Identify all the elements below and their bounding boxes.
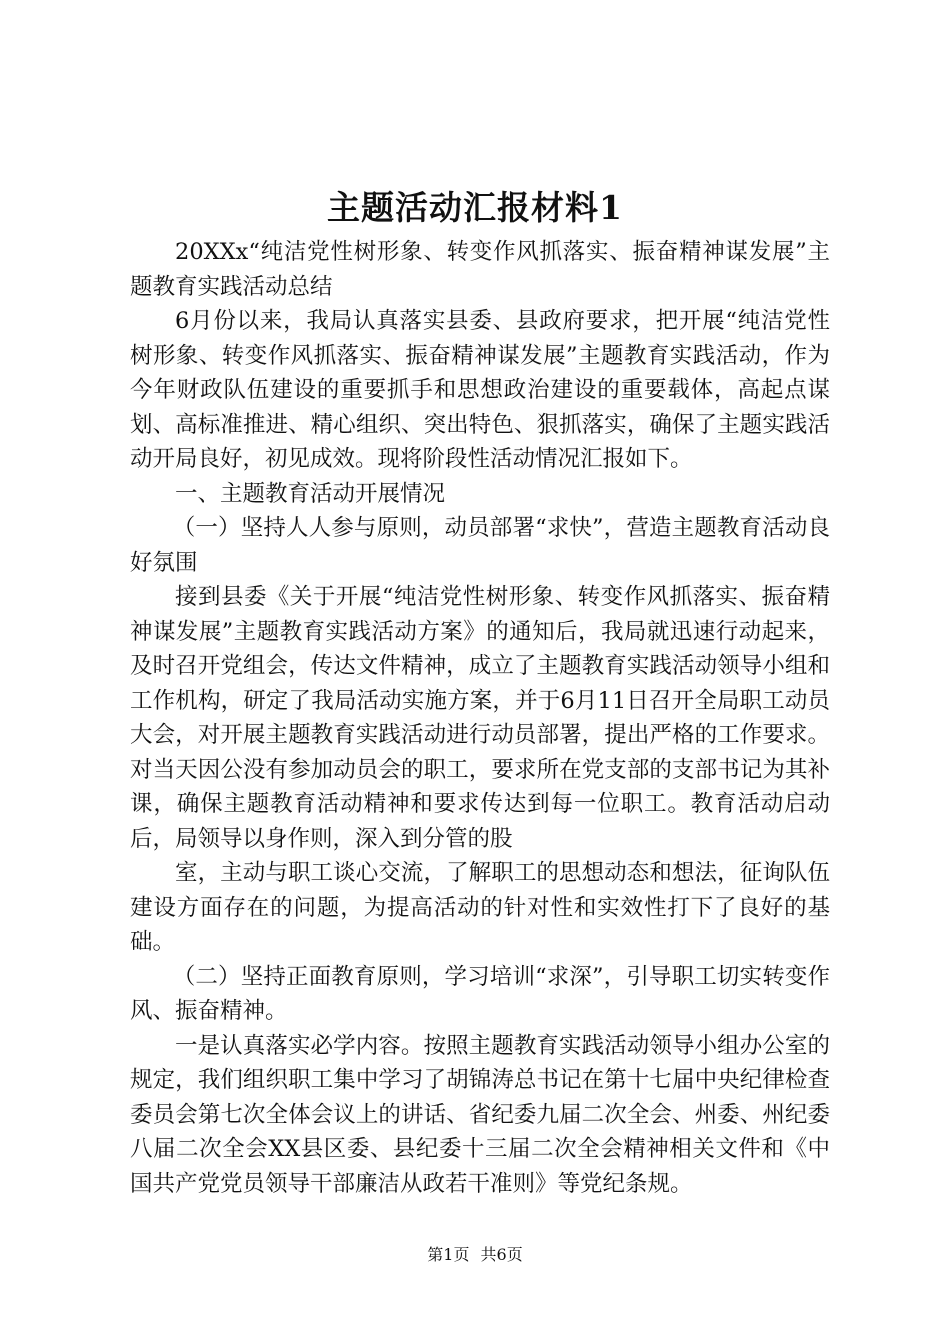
paragraph-mobilization: 接到县委《关于开展“纯洁党性树形象、转变作风抓落实、振奋精神谋发展”主题教育实践活动方案》的通知后，我局就迅速行动起来，及时召开党组会，传达文件精神，成立了主题教育实践活动领导小组和工作机构，研定了我局活动实施方案，并于6月11日召开全局职工动员大会，对开展主题教育实践活动进行动员部署，提出严格的工作要求。对当天因公没有参加动员会的职工，要求所在党支部的支部书记为其补课，确保主题教育活动精神和要求传达到每一位职工。教育活动启动后，局领导以身作则，深入到分管的股 [130,584,830,852]
document-body [130,235,830,1201]
paragraph-subtitle: 20XXx“纯洁党性树形象、转变作风抓落实、振奋精神谋发展”主题教育实践活动总结 [130,239,830,300]
paragraph-communication: 室，主动与职工谈心交流，了解职工的思想动态和想法，征询队伍建设方面存在的问题，为提高活动的针对性和实效性打下了良好的基础。 [130,860,830,955]
subsection-heading-1: （一）坚持人人参与原则，动员部署“求快”，营造主题教育活动良好氛围 [130,515,830,576]
paragraph-intro: 6月份以来，我局认真落实县委、县政府要求，把开展“纯洁党性树形象、转变作风抓落实、振奋精神谋发展”主题教育实践活动，作为今年财政队伍建设的重要抓手和思想政治建设的重要载体，高起点谋划、高标准推进、精心组织、突出特色、狠抓落实，确保了主题实践活动开局良好，初见成效。现将阶段性活动情况汇报如下。 [130,308,830,472]
page-footer [0,1243,950,1267]
page-number: 第1页 [427,1245,470,1264]
section-heading-1: 一、主题教育活动开展情况 [175,480,446,507]
subsection-heading-2: （二）坚持正面教育原则，学习培训“求深”，引导职工切实转变作风、振奋精神。 [130,963,830,1024]
page-total: 共6页 [480,1245,523,1264]
paragraph-study: 一是认真落实必学内容。按照主题教育实践活动领导小组办公室的规定，我们组织职工集中学习了胡锦涛总书记在第十七届中央纪律检查委员会第七次全体会议上的讲话、省纪委九届二次全会、州委、州纪委八届二次全会XX县区委、县纪委十三届二次全会精神相关文件和《中国共产党党员领导干部廉洁从政若干准则》等党纪条规。 [130,1032,830,1197]
document-title: 主题活动汇报材料1 [327,188,623,227]
